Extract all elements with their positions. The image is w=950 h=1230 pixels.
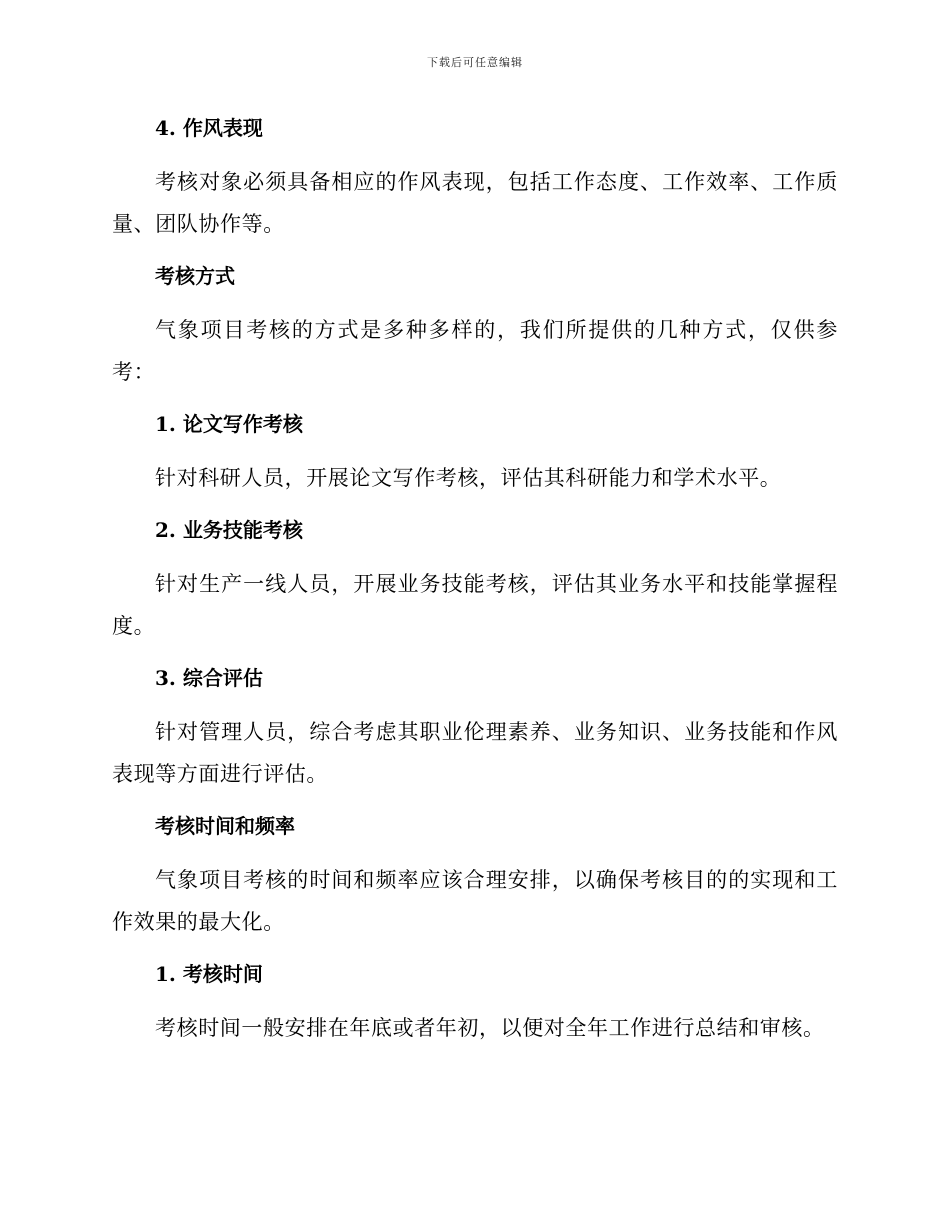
document-body xyxy=(112,108,838,1049)
section-heading: 考核方式 xyxy=(155,264,235,288)
section-paragraph: 考核对象必须具备相应的作风表现，包括工作态度、工作效率、工作质量、团队协作等。 xyxy=(112,170,838,236)
section xyxy=(112,404,838,510)
header-note: 下载后可任意编辑 xyxy=(427,56,523,69)
section xyxy=(112,658,838,806)
section-paragraph: 考核时间一般安排在年底或者年初，以便对全年工作进行总结和审核。 xyxy=(155,1016,825,1040)
section-paragraph: 针对管理人员，综合考虑其职业伦理素养、业务知识、业务技能和作风表现等方面进行评估。 xyxy=(112,720,838,786)
section xyxy=(112,806,838,954)
section-heading: 3. 综合评估 xyxy=(155,666,263,690)
section-paragraph: 针对科研人员，开展论文写作考核，评估其科研能力和学术水平。 xyxy=(155,466,782,490)
section-heading: 2. 业务技能考核 xyxy=(155,518,303,542)
section-heading: 4. 作风表现 xyxy=(155,116,263,140)
section xyxy=(112,510,838,658)
section-heading: 考核时间和频率 xyxy=(155,814,295,838)
section xyxy=(112,256,838,404)
section xyxy=(112,954,838,1049)
section-paragraph: 气象项目考核的方式是多种多样的，我们所提供的几种方式，仅供参考： xyxy=(112,318,838,384)
section xyxy=(112,108,838,256)
section-heading: 1. 考核时间 xyxy=(155,962,263,986)
section-heading: 1. 论文写作考核 xyxy=(155,412,303,436)
section-paragraph: 针对生产一线人员，开展业务技能考核，评估其业务水平和技能掌握程度。 xyxy=(112,572,838,638)
section-paragraph: 气象项目考核的时间和频率应该合理安排，以确保考核目的的实现和工作效果的最大化。 xyxy=(112,868,838,934)
